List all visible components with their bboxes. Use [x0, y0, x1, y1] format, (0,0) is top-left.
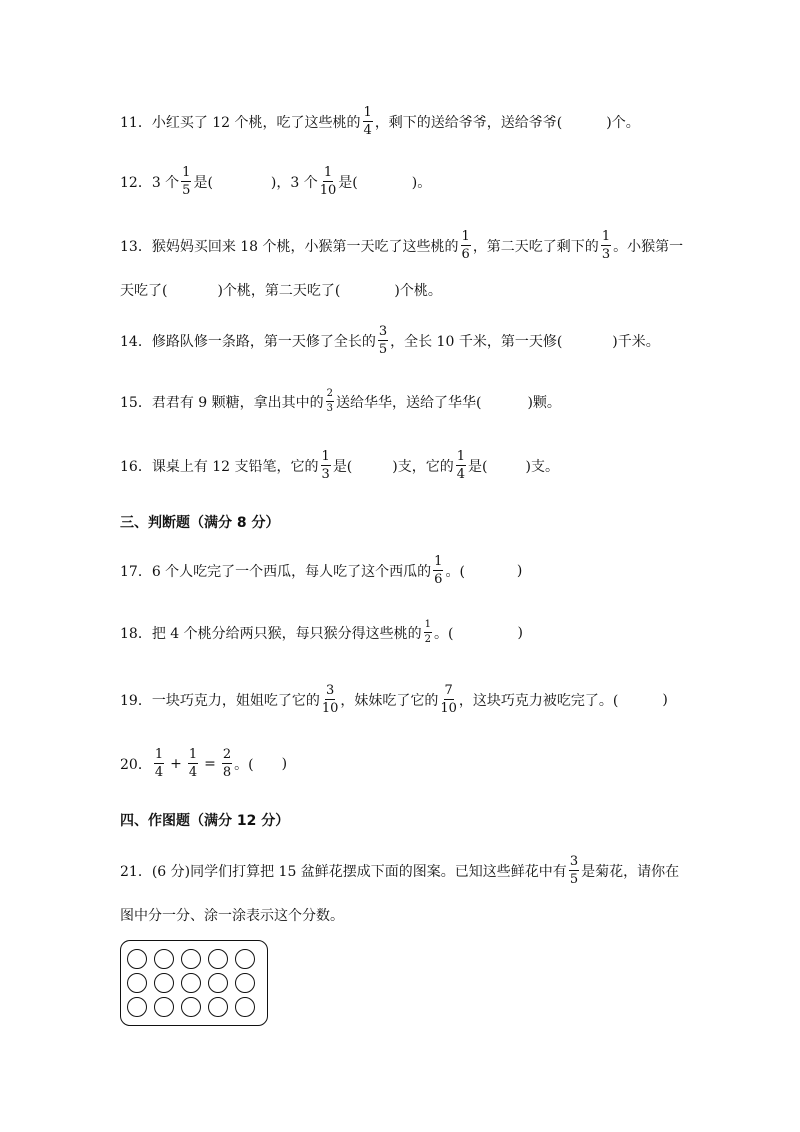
flower-circle[interactable]: [127, 949, 147, 969]
flower-pattern-figure[interactable]: [120, 940, 268, 1026]
q21-text-3: 图中分一分、涂一涂表示这个分数。: [120, 908, 344, 924]
flower-circle[interactable]: [235, 973, 255, 993]
q19-text-3: ，这块巧克力被吃完了。(: [458, 692, 619, 709]
section-heading-judgment: 三、判断题（满分 8 分）: [120, 515, 280, 531]
q13-text-1: 13．猴妈妈买回来 18 个桃，小猴第一天吃了这些桃的: [120, 238, 459, 255]
q13-text-6: )个桃。: [394, 283, 442, 299]
question-13-line-2: [120, 280, 442, 300]
flower-circle[interactable]: [181, 973, 201, 993]
fraction: $\frac{7}{10}$: [440, 683, 457, 716]
q20-text-1: 20．: [120, 756, 152, 773]
question-21: [120, 855, 679, 886]
q19-text-2: ，妹妹吃了它的: [340, 692, 439, 709]
q21-text-2: 是菊花，请你在: [581, 863, 680, 880]
q13-text-4: 天吃了(: [120, 283, 168, 299]
fraction: $\frac{1}{4}$: [188, 747, 198, 780]
question-20: [120, 748, 287, 779]
q12-text-5: )。: [411, 174, 432, 191]
q20-text-2: 。(: [234, 756, 254, 773]
fraction: $\frac{1}{4}$: [456, 449, 466, 482]
question-12: [120, 166, 431, 197]
q13-text-2: ，第二天吃了剩下的: [472, 238, 599, 255]
q11-text-2: ，剩下的送给爷爷，送给爷爷(: [374, 114, 563, 131]
q14-text-1: 14．修路队修一条路，第一天修了全长的: [120, 333, 376, 350]
q18-text-2: 。(: [434, 625, 454, 642]
fraction: $\frac{1}{2}$: [424, 619, 431, 645]
question-13: [120, 230, 683, 261]
flower-circle[interactable]: [208, 997, 228, 1017]
fraction: $\frac{1}{6}$: [434, 554, 443, 587]
q15-text-2: 送给华华，送给了华华(: [336, 394, 482, 411]
q12-text-1: 12．3 个: [120, 174, 180, 191]
q12-text-3: )，3 个: [270, 174, 318, 191]
fraction: $\frac{2}{8}$: [222, 747, 232, 780]
question-14: [120, 325, 660, 356]
flower-circle[interactable]: [208, 973, 228, 993]
q17-text-2: 。(: [445, 563, 465, 580]
q13-text-5: )个桃，第二天吃了(: [217, 283, 341, 299]
fraction: $\frac{3}{5}$: [569, 854, 579, 887]
q11-text-3: )个。: [606, 114, 640, 131]
q16-text-2: 是(: [332, 458, 353, 475]
q12-text-4: 是(: [338, 174, 358, 191]
q16-text-5: )支。: [525, 458, 559, 475]
q17-text-3: ): [516, 562, 523, 579]
flower-circle[interactable]: [208, 949, 228, 969]
q19-text-1: 19．一块巧克力，姐姐吃了它的: [120, 692, 320, 709]
fraction: $\frac{1}{4}$: [363, 105, 372, 138]
question-16: [120, 450, 559, 481]
q21-text-1: 21．(6 分)同学们打算把 15 盆鲜花摆成下面的图案。已知这些鲜花中有: [120, 863, 567, 880]
fraction: $\frac{3}{10}$: [321, 683, 339, 716]
q15-text-1: 15．君君有 9 颗糖，拿出其中的: [120, 394, 324, 411]
question-18: [120, 620, 523, 645]
fraction: $\frac{1}{3}$: [321, 449, 330, 482]
equals-sign: =: [204, 755, 216, 772]
q15-text-3: )颗。: [527, 394, 561, 411]
fraction: $\frac{1}{5}$: [182, 165, 191, 198]
fraction: $\frac{1}{4}$: [154, 747, 164, 780]
flower-circle[interactable]: [127, 973, 147, 993]
q12-text-2: 是(: [193, 174, 213, 191]
fraction: $\frac{1}{10}$: [319, 165, 337, 198]
fraction: $\frac{2}{3}$: [326, 388, 333, 414]
question-11: [120, 106, 640, 137]
q11-text-1: 11．小红买了 12 个桃，吃了这些桃的: [120, 114, 361, 131]
q20-text-3: ): [281, 755, 288, 772]
question-17: [120, 555, 522, 586]
flower-circle[interactable]: [154, 949, 174, 969]
question-15: [120, 389, 561, 414]
q13-text-3: 。小猴第一: [613, 238, 684, 255]
q14-text-3: )千米。: [612, 333, 660, 350]
fraction: $\frac{3}{5}$: [378, 324, 388, 357]
q17-text-1: 17．6 个人吃完了一个西瓜，每人吃了这个西瓜的: [120, 563, 432, 580]
section-heading-drawing: 四、作图题（满分 12 分）: [120, 813, 290, 829]
q19-text-4: ): [662, 691, 668, 708]
fraction: $\frac{1}{6}$: [461, 229, 470, 262]
flower-circle[interactable]: [181, 997, 201, 1017]
q18-text-3: ): [517, 624, 523, 641]
q16-text-4: 是(: [468, 458, 488, 475]
flower-circle[interactable]: [154, 973, 174, 993]
flower-circle[interactable]: [154, 997, 174, 1017]
fraction: $\frac{1}{3}$: [601, 229, 611, 262]
q18-text-1: 18．把 4 个桃分给两只猴，每只猴分得这些桃的: [120, 625, 422, 642]
question-21-line-2: [120, 905, 344, 925]
q14-text-2: ，全长 10 千米，第一天修(: [390, 333, 563, 350]
flower-circle[interactable]: [235, 949, 255, 969]
flower-circle[interactable]: [235, 997, 255, 1017]
question-19: [120, 684, 668, 715]
plus-sign: +: [170, 755, 182, 772]
flower-circle[interactable]: [181, 949, 201, 969]
q16-text-1: 16．课桌上有 12 支铅笔，它的: [120, 458, 319, 475]
q16-text-3: )支，它的: [392, 458, 454, 475]
flower-circle[interactable]: [127, 997, 147, 1017]
